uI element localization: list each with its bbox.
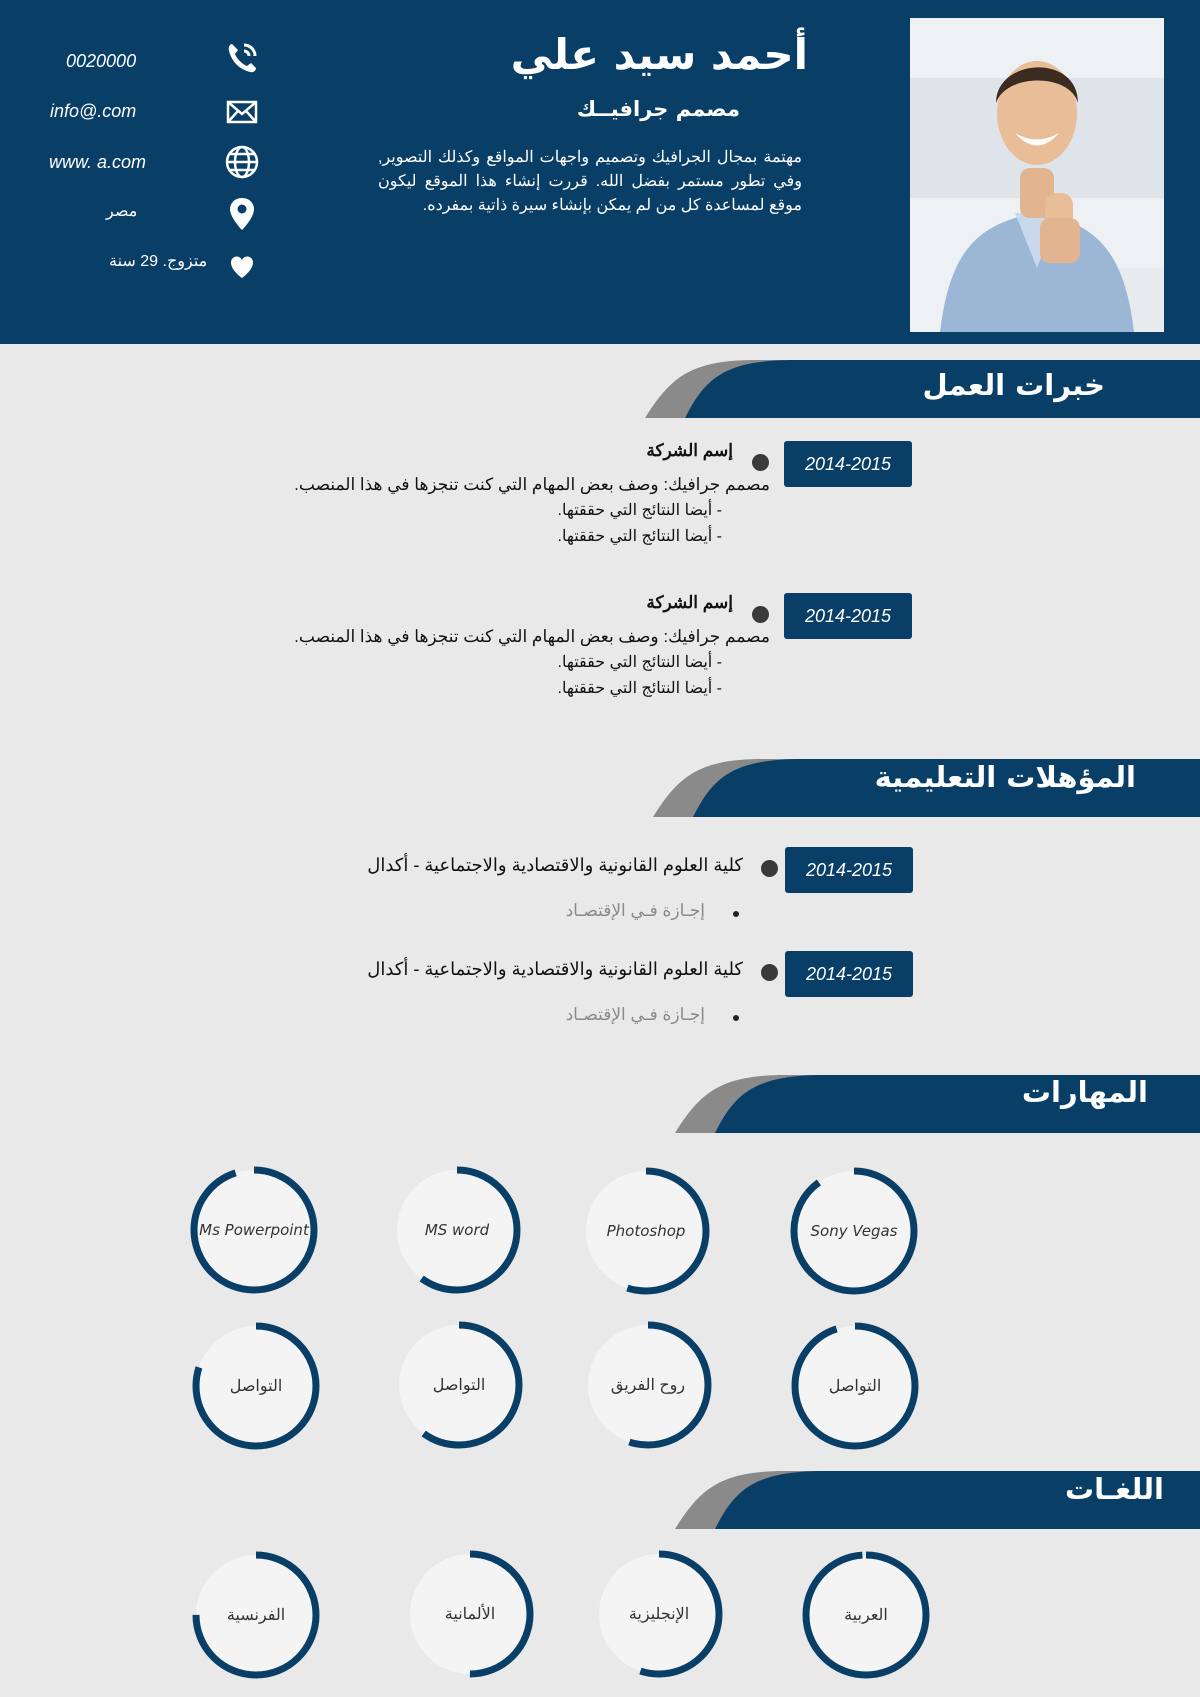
- degree-name: إجـازة فـي الإقتصـاد: [565, 901, 705, 920]
- degree-name: إجـازة فـي الإقتصـاد: [565, 1005, 705, 1024]
- contact-email: info@.com: [50, 101, 137, 121]
- company-name: إسم الشركة: [646, 593, 733, 612]
- person-name: أحمد سيد علي: [510, 30, 808, 79]
- language-label: الفرنسية: [226, 1607, 286, 1624]
- section-title-experience: خبرات العمل: [922, 368, 1105, 402]
- education-date: 2014-2015: [785, 951, 913, 997]
- skill-ring: [187, 1163, 321, 1297]
- skill-label: Photoshop: [606, 1222, 686, 1240]
- job-role: مصمم جرافيــك: [576, 97, 740, 121]
- skill-label: Sony Vegas: [810, 1222, 898, 1240]
- job-result: - أيضا النتائج التي حققتها.: [557, 528, 722, 545]
- skill-ring: [787, 1164, 921, 1298]
- job-result: - أيضا النتائج التي حققتها.: [557, 654, 722, 671]
- heart-icon: [222, 245, 262, 285]
- skill-ring: [390, 1163, 524, 1297]
- education-date: 2014-2015: [785, 847, 913, 893]
- timeline-dot: [752, 606, 769, 623]
- globe-icon: [222, 142, 262, 182]
- skill-label: روح الفريق: [610, 1377, 686, 1394]
- timeline-dot: [752, 454, 769, 471]
- header-banner: [0, 0, 1200, 344]
- language-ring: [403, 1547, 537, 1681]
- skill-label: MS word: [424, 1221, 490, 1239]
- language-ring: [592, 1547, 726, 1681]
- list-bullet: [733, 911, 739, 917]
- skill-label: التواصل: [828, 1378, 882, 1395]
- section-title-skills: المهارات: [1021, 1075, 1148, 1109]
- experience-date: 2014-2015: [784, 441, 912, 487]
- timeline-dot: [761, 964, 778, 981]
- skill-ring: [581, 1318, 715, 1452]
- email-icon: [222, 92, 262, 132]
- language-ring: [799, 1548, 933, 1682]
- section-title-education: المؤهلات التعليمية: [874, 760, 1136, 794]
- skill-ring: [392, 1318, 526, 1452]
- contact-marital: متزوج. 29 سنة: [109, 253, 208, 270]
- skill-label: Ms Powerpoint: [199, 1221, 309, 1239]
- section-title-languages: اللغـات: [1065, 1472, 1164, 1506]
- job-result: - أيضا النتائج التي حققتها.: [557, 680, 722, 697]
- skill-ring: [788, 1319, 922, 1453]
- skill-label: التواصل: [432, 1377, 486, 1394]
- company-name: إسم الشركة: [646, 441, 733, 460]
- location-icon: [222, 194, 262, 234]
- list-bullet: [733, 1015, 739, 1021]
- phone-icon: [222, 38, 262, 78]
- skill-label: التواصل: [229, 1378, 283, 1395]
- school-name: كلية العلوم القانونية والاقتصادية والاجتماعية - أكدال: [367, 959, 743, 979]
- contact-website: www. a.com: [49, 152, 147, 172]
- intro-paragraph: مهتمة بمجال الجرافيك وتصميم واجهات المواقع وكذلك التصوير, وفي تطور مستمر بفضل الله. قررت إنشاء هذا الموقع ليكون موقع لمساعدة كل من لم يمكن بإنشاء سيرة ذاتية بمفرده.: [378, 149, 802, 214]
- job-result: - أيضا النتائج التي حققتها.: [557, 502, 722, 519]
- language-label: العربية: [844, 1607, 888, 1624]
- contact-phone: 0020000: [66, 51, 137, 71]
- language-ring: [189, 1548, 323, 1682]
- language-label: الإنجليزية: [628, 1606, 690, 1623]
- contact-country: مصر: [106, 203, 138, 220]
- job-description: مصمم جرافيك: وصف بعض المهام التي كنت تنجزها في هذا المنصب.: [294, 475, 770, 494]
- timeline-dot: [761, 860, 778, 877]
- skill-ring: [579, 1164, 713, 1298]
- language-label: الألمانية: [444, 1606, 496, 1623]
- job-description: مصمم جرافيك: وصف بعض المهام التي كنت تنجزها في هذا المنصب.: [294, 627, 770, 646]
- school-name: كلية العلوم القانونية والاقتصادية والاجتماعية - أكدال: [367, 855, 743, 875]
- skill-ring: [189, 1319, 323, 1453]
- experience-date: 2014-2015: [784, 593, 912, 639]
- profile-photo: [910, 18, 1164, 332]
